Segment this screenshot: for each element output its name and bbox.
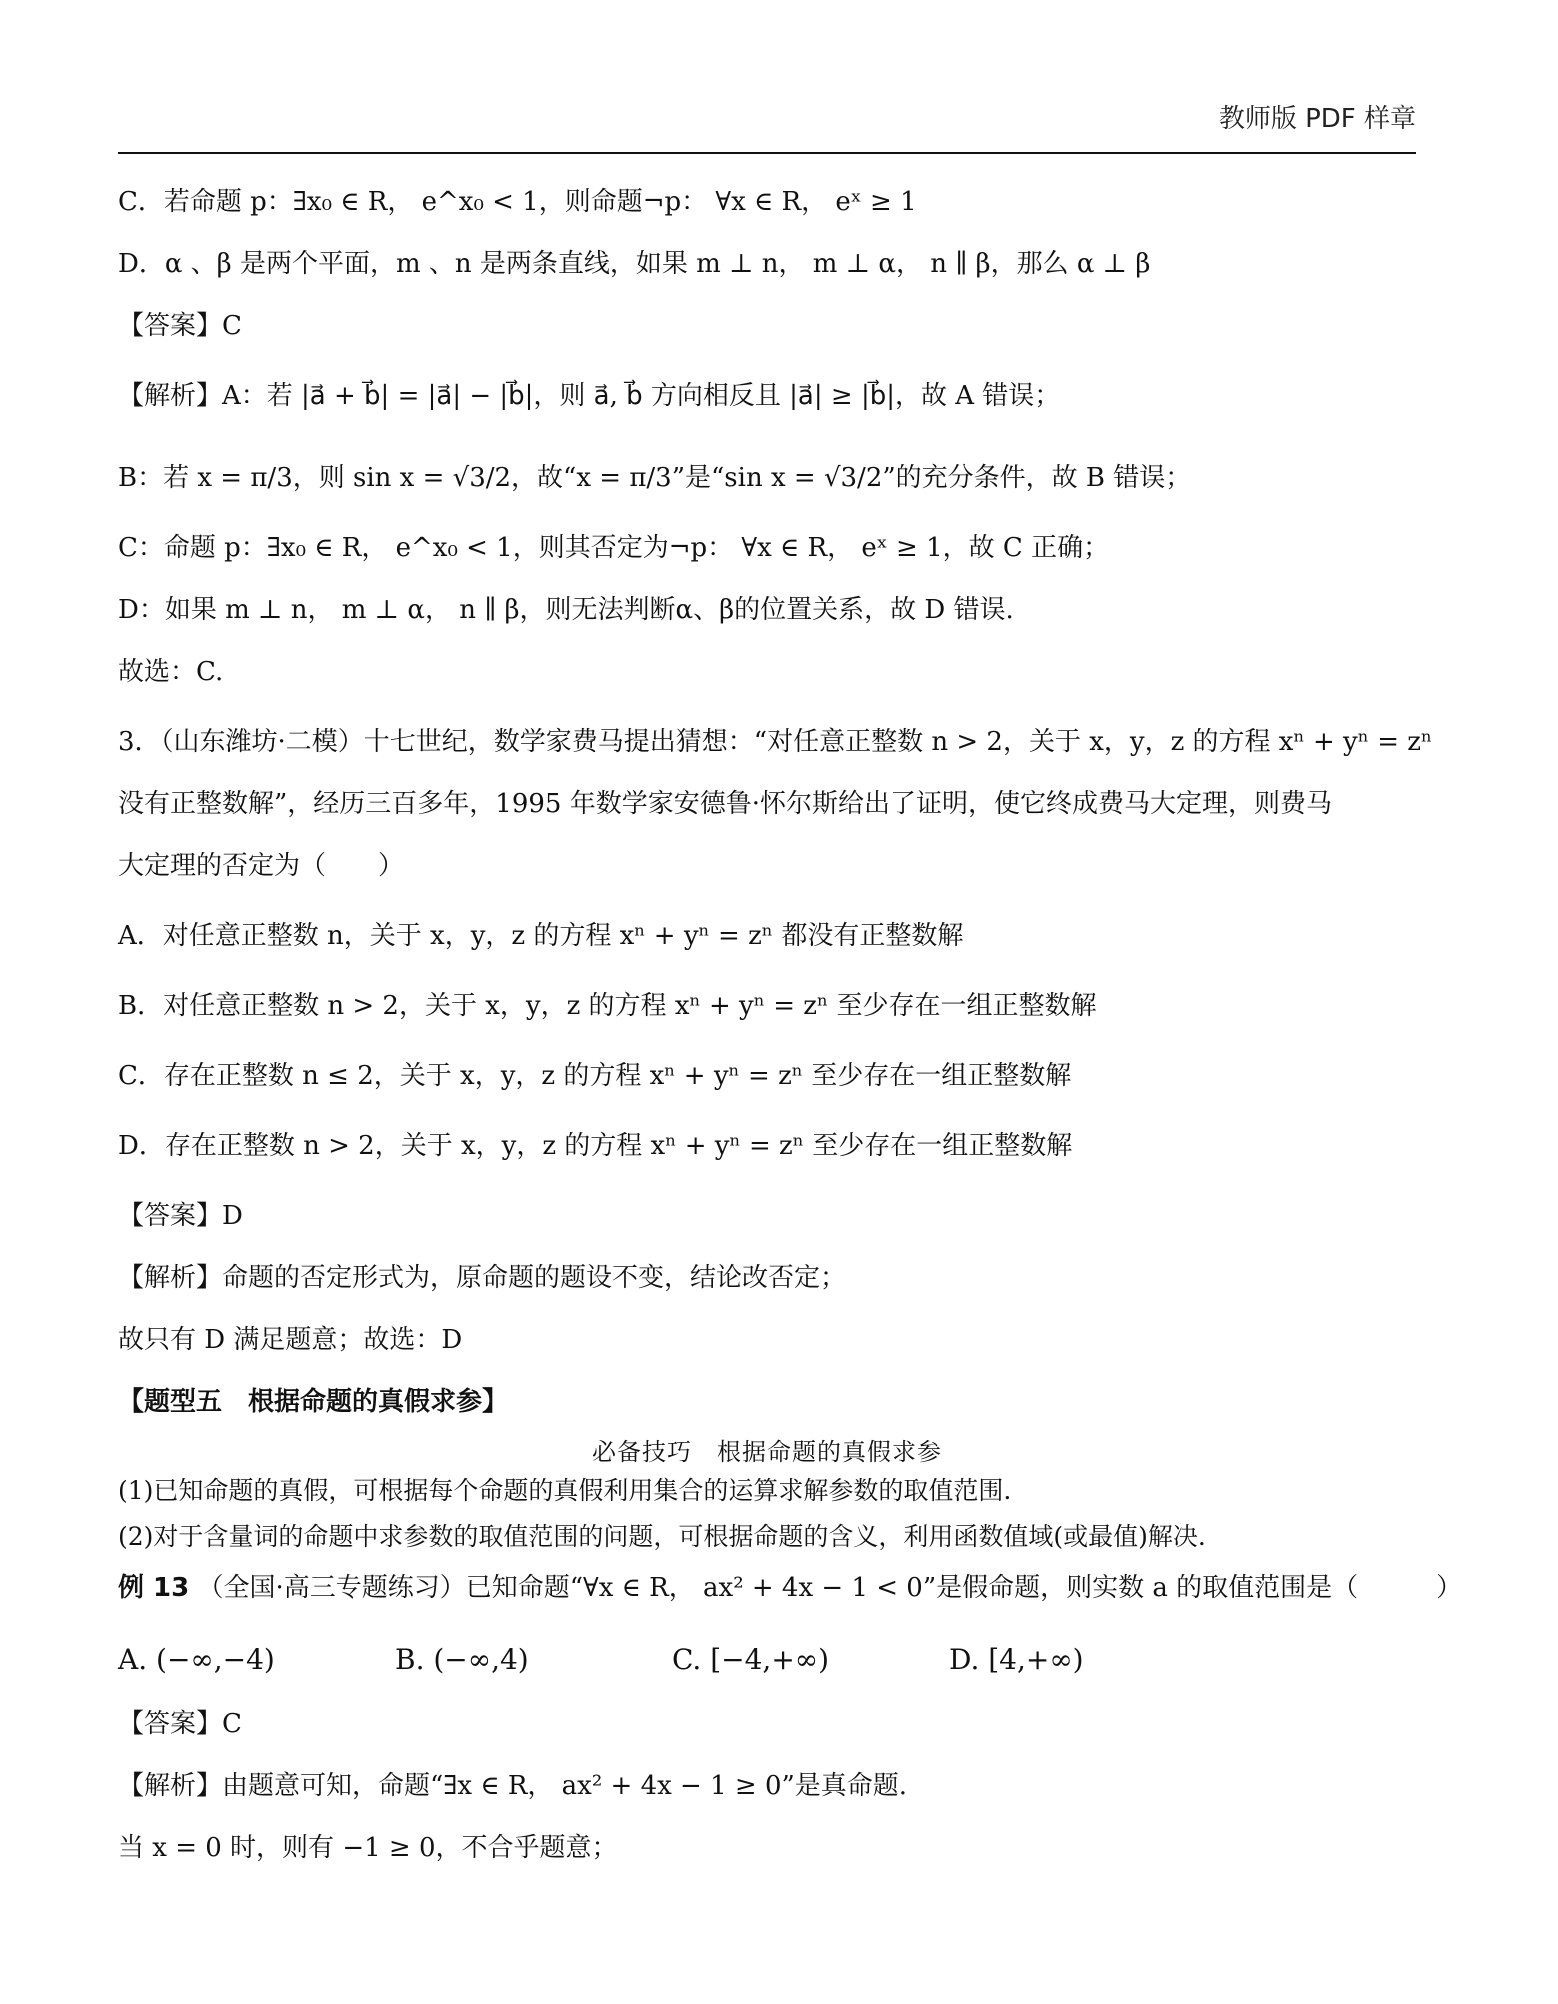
skill-item-2: (2)对于含量词的命题中求参数的取值范围的问题，可根据命题的含义，利用函数值域(或最值)解决. (118, 1522, 1206, 1551)
q2-analysis-b: B：若 x = π/3，则 sin x = √3/2，故“x = π/3”是“sin x = √3/2”的充分条件，故 B 错误； (118, 463, 1192, 493)
ex13-option-a: A. (−∞,−4) (118, 1643, 275, 1676)
q3-option-c: C．存在正整数 n ≤ 2，关于 x，y，z 的方程 xⁿ + yⁿ = zⁿ 至少存在一组正整数解 (118, 1061, 1072, 1091)
ex13-analysis-1: 【解析】由题意可知，命题“∃x ∈ R， ax² + 4x − 1 ≥ 0”是真命题. (118, 1771, 908, 1801)
q2-option-c: C．若命题 p：∃x₀ ∈ R， e^x₀ < 1，则命题¬p： ∀x ∈ R， eˣ ≥ 1 (118, 187, 917, 217)
q3-option-a: A．对任意正整数 n，关于 x，y，z 的方程 xⁿ + yⁿ = zⁿ 都没有正整数解 (118, 921, 964, 951)
header-rule (118, 152, 1416, 154)
q3-answer: 【答案】D (118, 1201, 243, 1231)
page-header-label: 教师版 PDF 样章 (1218, 104, 1416, 134)
ex13-label: 例 13 (118, 1573, 190, 1603)
document-body (118, 182, 1463, 1868)
q2-answer: 【答案】C (118, 311, 242, 341)
q3-analysis-1: 【解析】命题的否定形式为，原命题的题设不变，结论改否定； (118, 1263, 847, 1293)
q3-stem-2: 没有正整数解”，经历三百多年，1995 年数学家安德鲁·怀尔斯给出了证明，使它终成费马大定理，则费马 (118, 789, 1332, 819)
q2-conclusion: 故选：C. (118, 657, 224, 687)
q2-analysis-c: C：命题 p：∃x₀ ∈ R， e^x₀ < 1，则其否定为¬p： ∀x ∈ R， eˣ ≥ 1，故 C 正确； (118, 533, 1110, 563)
q3-option-d: D．存在正整数 n > 2，关于 x，y，z 的方程 xⁿ + yⁿ = zⁿ 至少存在一组正整数解 (118, 1131, 1073, 1161)
ex13-option-d: D. [4,+∞) (949, 1643, 1084, 1676)
ex13-option-c: C. [−4,+∞) (672, 1643, 830, 1676)
q2-analysis-d: D：如果 m ⊥ n， m ⊥ α， n ∥ β，则无法判断α、β的位置关系，故 D 错误. (118, 595, 1014, 625)
ex13-option-b: B. (−∞,4) (395, 1643, 529, 1676)
q3-option-b: B．对任意正整数 n > 2，关于 x，y，z 的方程 xⁿ + yⁿ = zⁿ 至少存在一组正整数解 (118, 991, 1097, 1021)
skill-title: 必备技巧 根据命题的真假求参 (592, 1438, 942, 1466)
skill-item-1: (1)已知命题的真假，可根据每个命题的真假利用集合的运算求解参数的取值范围. (118, 1476, 1012, 1505)
ex13-analysis-2: 当 x = 0 时，则有 −1 ≥ 0，不合乎题意； (118, 1833, 618, 1863)
q3-analysis-2: 故只有 D 满足题意；故选：D (118, 1325, 463, 1355)
ex13-answer: 【答案】C (118, 1709, 242, 1739)
q2-option-d: D．α 、β 是两个平面，m 、n 是两条直线，如果 m ⊥ n， m ⊥ α， n ∥ β，那么 α ⊥ β (118, 249, 1151, 279)
ex13-options (118, 1638, 1416, 1682)
ex13-stem-line (118, 1568, 1463, 1608)
q3-stem-1: 3．（山东潍坊·二模）十七世纪，数学家费马提出猜想：“对任意正整数 n > 2，关于 x，y，z 的方程 xⁿ + yⁿ = zⁿ (118, 727, 1433, 757)
ex13-stem: （全国·高三专题练习）已知命题“∀x ∈ R， ax² + 4x − 1 < 0”是假命题，则实数 a 的取值范围是（ ） (197, 1573, 1463, 1603)
section-title: 【题型五 根据命题的真假求参】 (118, 1387, 509, 1417)
q3-stem-3: 大定理的否定为（ ） (118, 851, 405, 881)
q2-analysis-a: 【解析】A：若 |a⃗ + b⃗| = |a⃗| − |b⃗|，则 a⃗, b⃗ 方向相反且 |a⃗| ≥ |b⃗|，故 A 错误； (118, 381, 1061, 411)
